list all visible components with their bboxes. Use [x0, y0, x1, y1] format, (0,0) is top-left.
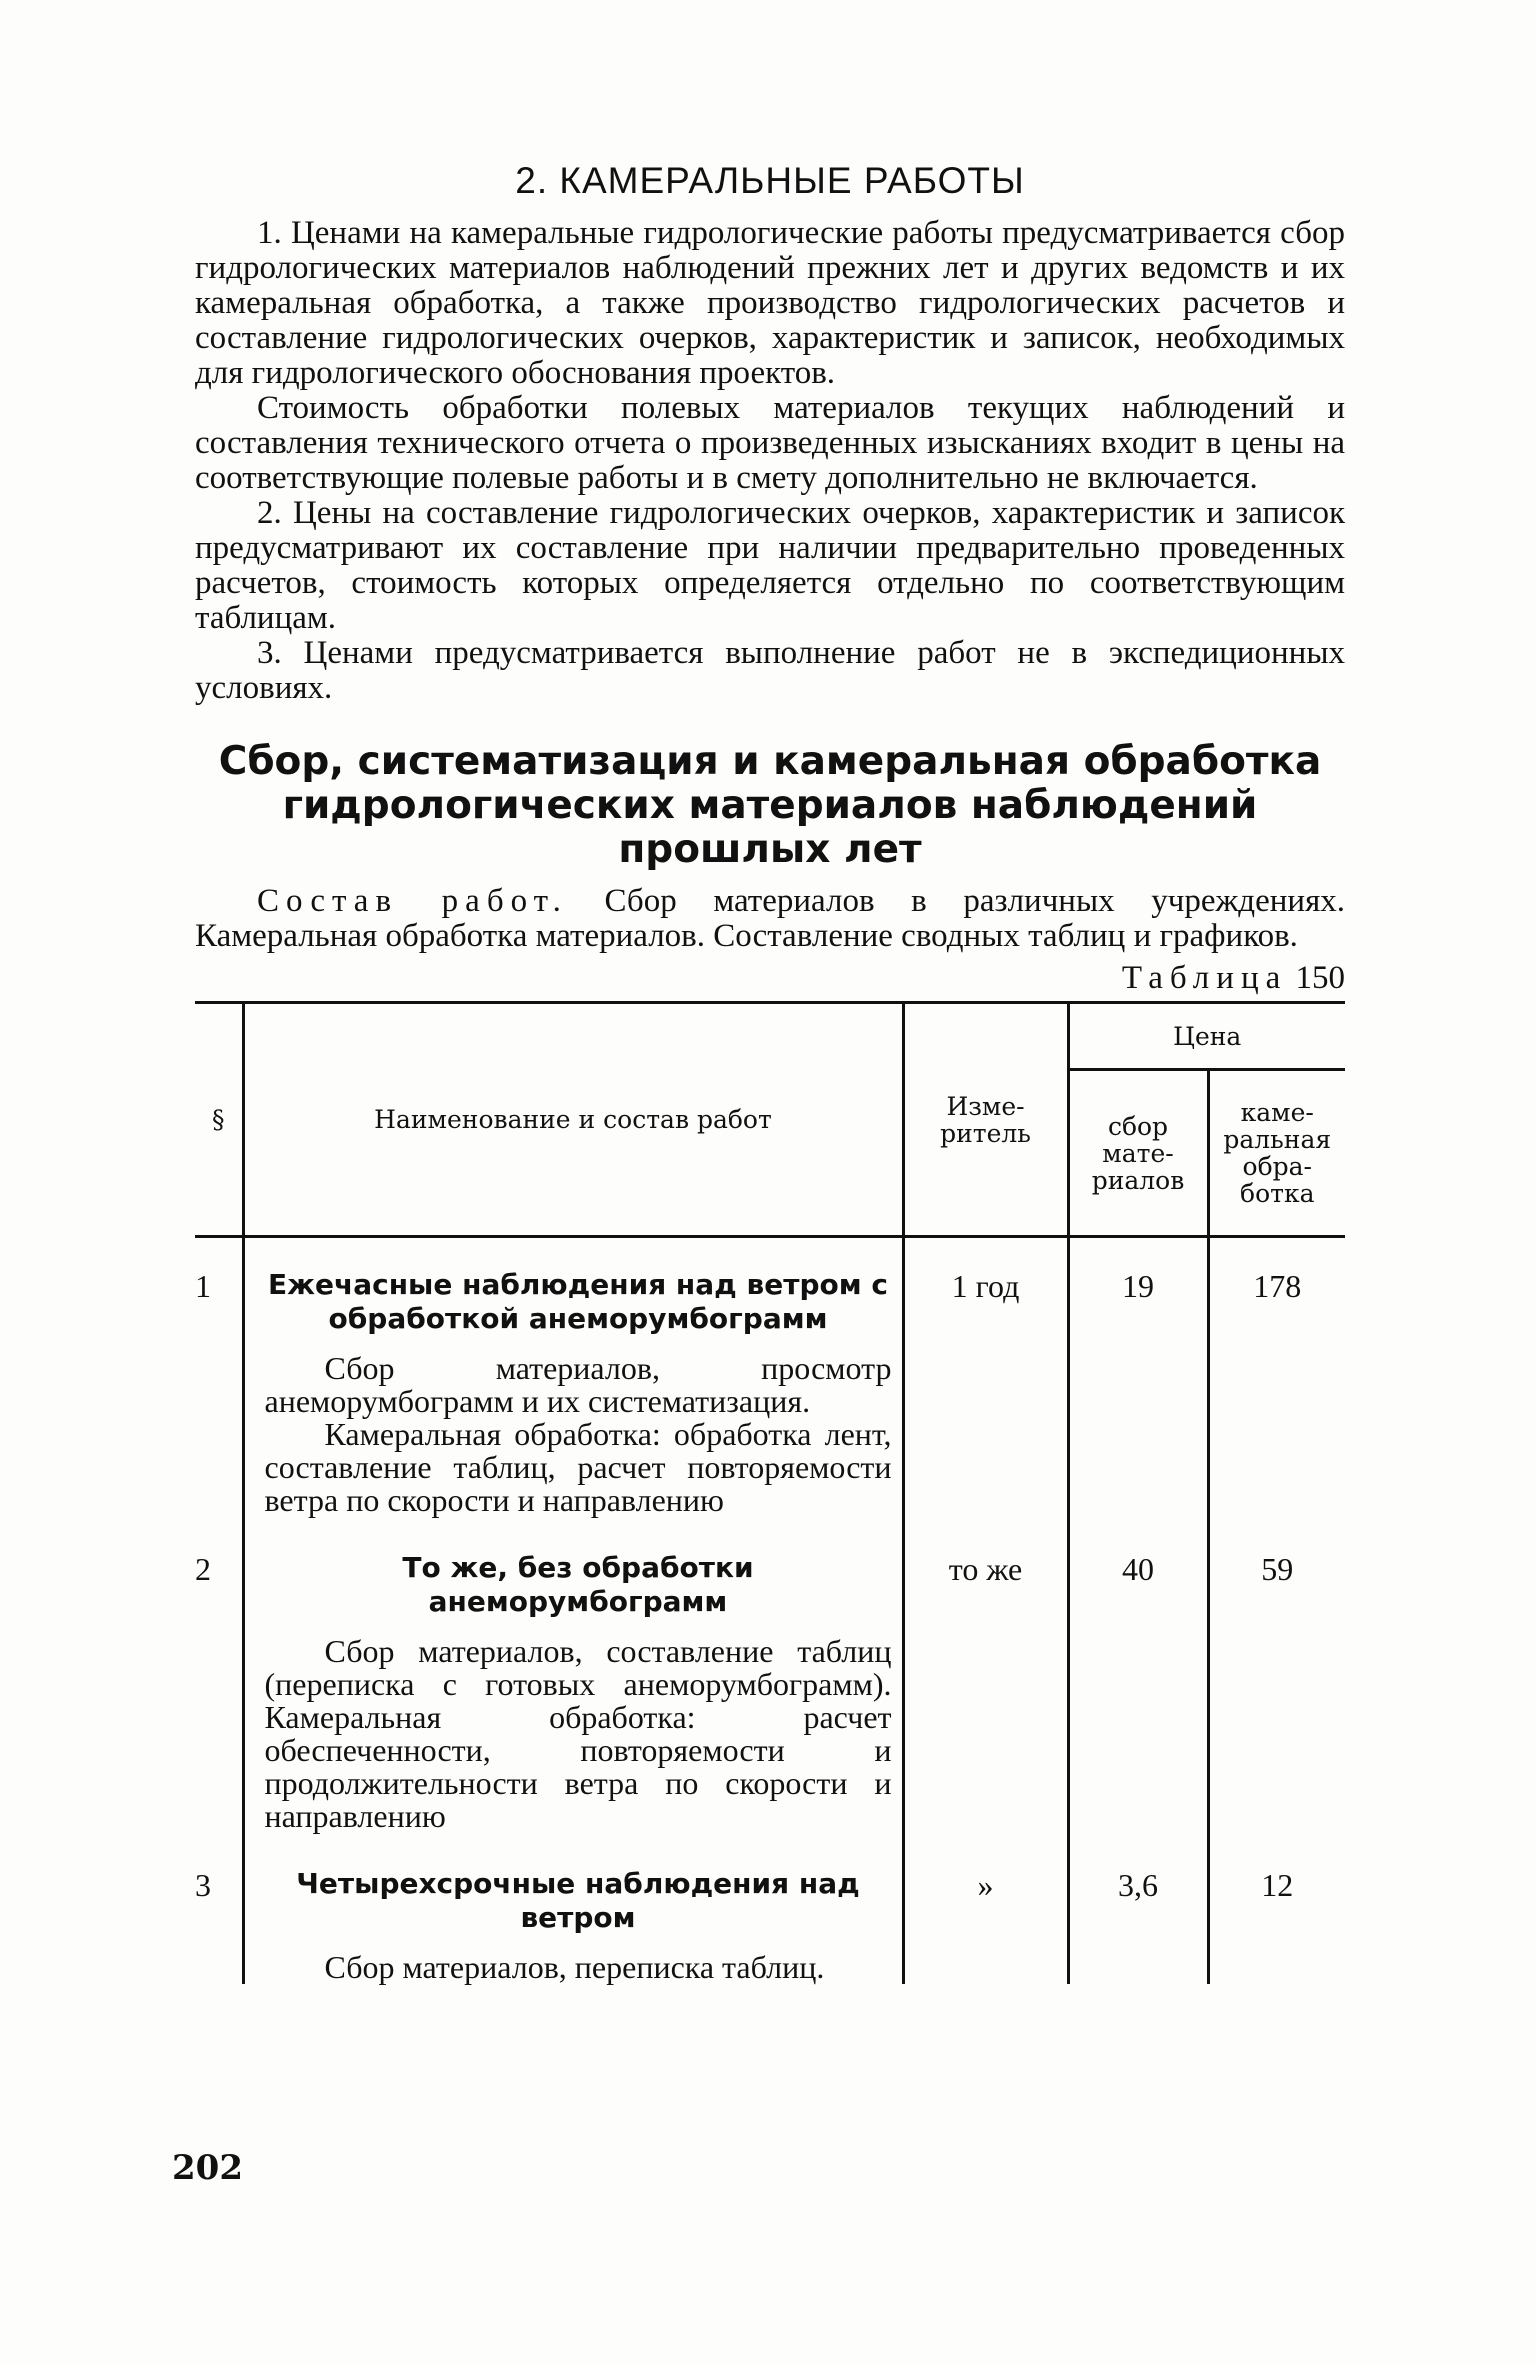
table-row	[195, 1237, 1345, 1552]
table-label-number: 150	[1295, 960, 1345, 996]
price-table	[195, 1001, 1345, 1984]
header-name: Наименование и состав работ	[243, 1003, 903, 1237]
row-description	[243, 1237, 903, 1552]
row-desc-text: Камеральная обработка: обработка лент, составление таблиц, расчет повторяемости ветра по скорости и направлению	[264, 1416, 892, 1518]
table-row	[195, 1867, 1345, 1984]
row-title: Ежечасные наблюдения над ветром с обработкой анеморумбограмм	[268, 1268, 888, 1335]
row-title: То же, без обработки анеморумбограмм	[402, 1551, 754, 1618]
header-unit: Изме- ритель	[903, 1003, 1068, 1237]
row-description	[243, 1551, 903, 1867]
row-price-processing: 59	[1208, 1551, 1345, 1867]
header-price: Цена	[1068, 1003, 1345, 1070]
row-description	[243, 1867, 903, 1984]
row-desc-text: Сбор материалов, составление таблиц (переписка с готовых анеморумбограмм). Камеральная обработка: расчет обеспеченности, повторяемости и продолжительности ветра по скорости и направлению	[264, 1633, 892, 1834]
subheading: Сбор, систематизация и камеральная обработка гидрологических материалов наблюдений прошлых лет	[218, 739, 1322, 872]
row-price-collection: 40	[1068, 1551, 1208, 1867]
row-price-collection: 3,6	[1068, 1867, 1208, 1984]
row-price-processing: 12	[1208, 1867, 1345, 1984]
paragraph-1: 1. Ценами на камеральные гидрологические работы предусматривается сбор гидрологических материалов наблюдений прежних лет и других ведомств и их камеральная обработка, а также производство гидрологических расчетов и составление гидрологических очерков, характеристик и записок, необходимых для гидрологического обоснования проектов.	[195, 215, 1345, 391]
composition-label: Состав работ.	[257, 883, 568, 919]
paragraph-4: 3. Ценами предусматривается выполнение работ не в экспедиционных условиях.	[195, 635, 1345, 706]
table-label-word: Таблица	[1121, 960, 1288, 996]
row-number: 2	[195, 1551, 211, 1587]
paragraph-3: 2. Цены на составление гидрологических очерков, характеристик и записок предусматривают их составление при наличии предварительно проведенных расчетов, стоимость которых определяется отдельно по соответствующим таблицам.	[195, 495, 1345, 636]
document-page	[195, 160, 1345, 1984]
row-price-processing: 178	[1208, 1237, 1345, 1552]
table-row	[195, 1551, 1345, 1867]
section-title: 2. КАМЕРАЛЬНЫЕ РАБОТЫ	[515, 160, 1025, 201]
row-price-collection: 19	[1068, 1237, 1208, 1552]
page-number: 202	[172, 2148, 243, 2188]
composition-text: Сбор материалов в различных учреждениях. Камеральная обработка материалов. Составление сводных таблиц и графиков.	[195, 883, 1345, 954]
paragraph-2: Стоимость обработки полевых материалов текущих наблюдений и составления технического отчета о произведенных изысканиях входит в цены на соответствующие полевые работы и в смету дополнительно не включается.	[195, 390, 1345, 496]
row-number: 3	[195, 1867, 211, 1903]
header-price-collection: сбор мате- риалов	[1068, 1070, 1208, 1237]
row-unit: »	[903, 1867, 1068, 1984]
header-price-processing: каме- ральная обра- ботка	[1208, 1070, 1345, 1237]
table-label	[195, 960, 1345, 997]
header-section: §	[195, 1003, 243, 1237]
row-title: Четырехсрочные наблюдения над ветром	[296, 1867, 860, 1934]
row-unit: то же	[903, 1551, 1068, 1867]
work-composition	[195, 884, 1345, 954]
row-unit: 1 год	[903, 1237, 1068, 1552]
row-number: 1	[195, 1268, 211, 1304]
row-desc-text: Сбор материалов, просмотр анеморумбограмм и их систематизация.	[264, 1350, 892, 1419]
row-desc-text: Сбор материалов, переписка таблиц.	[324, 1949, 825, 1985]
